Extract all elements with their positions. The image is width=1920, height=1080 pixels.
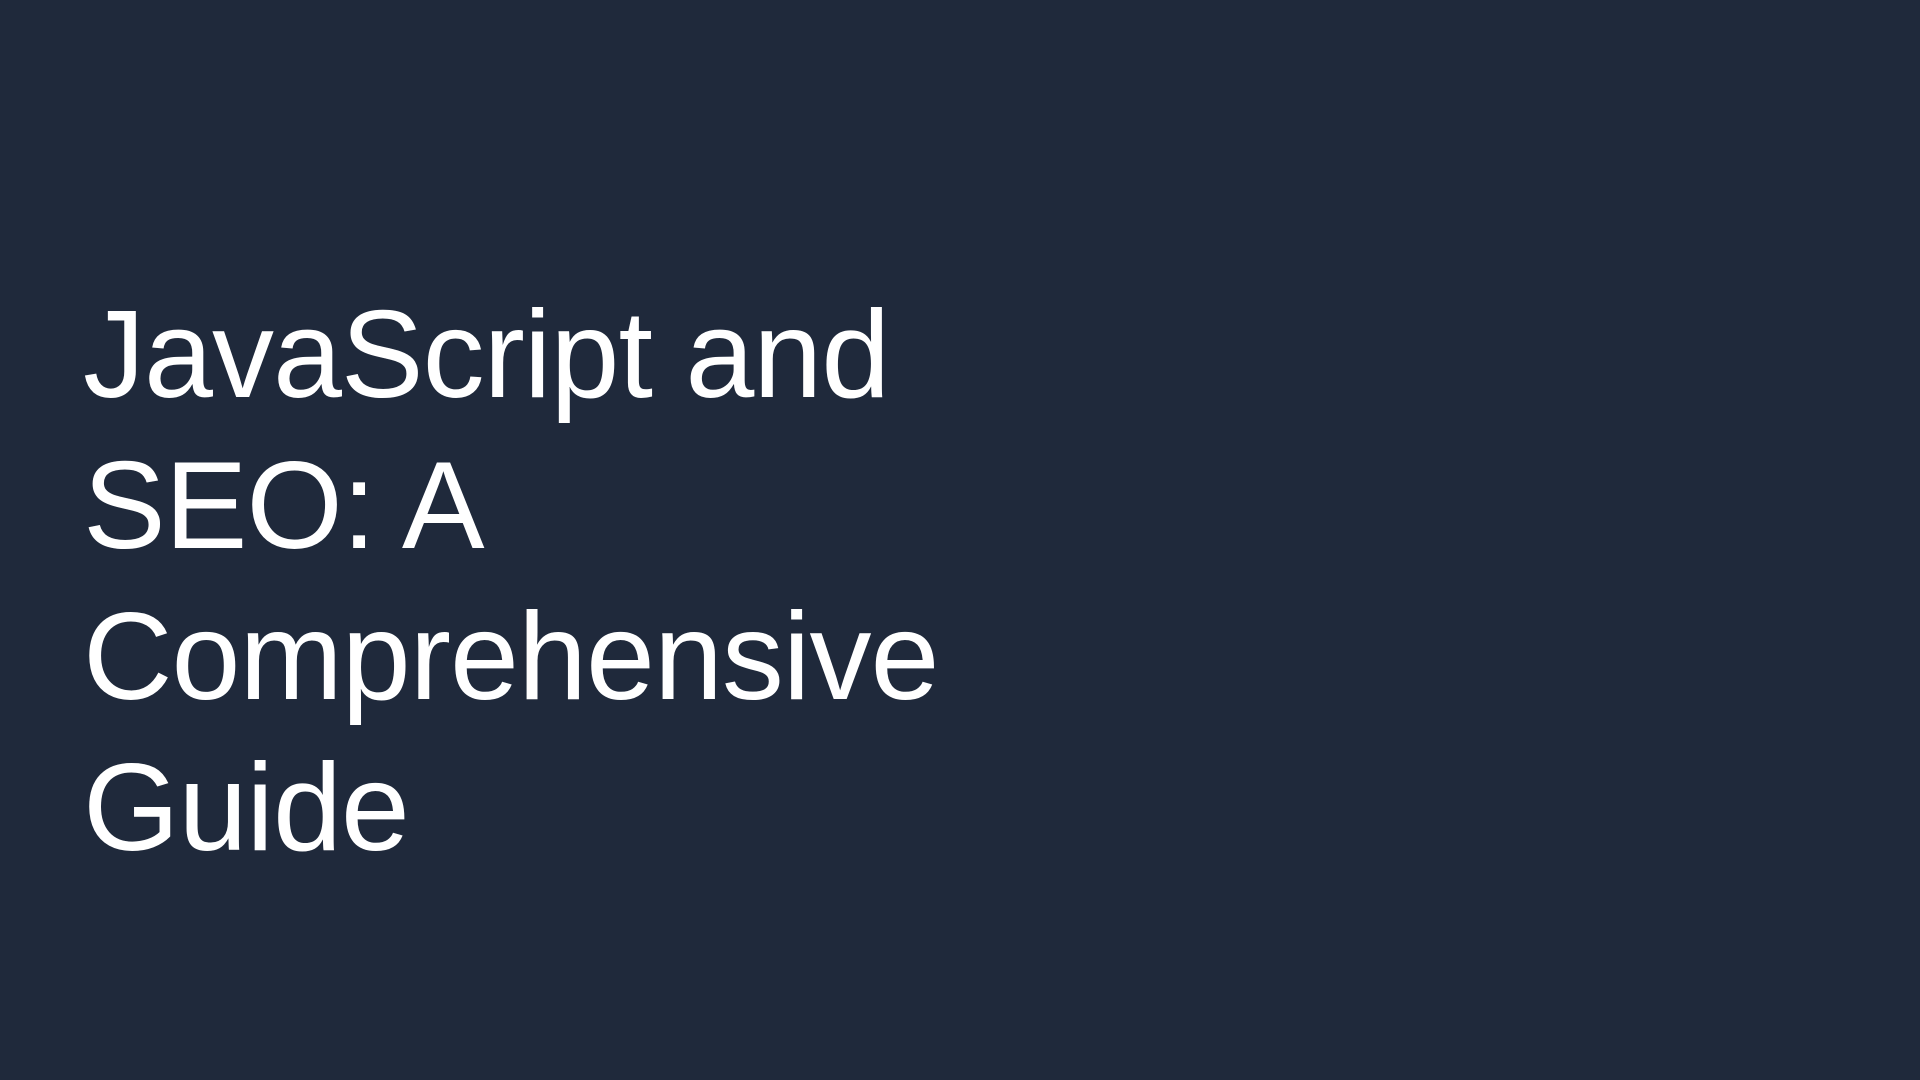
slide-title xyxy=(83,280,1183,884)
title-line-3: Comprehensive xyxy=(83,588,939,726)
title-line-2: SEO: A xyxy=(83,437,484,575)
title-line-1: JavaScript and xyxy=(83,286,890,424)
title-line-4: Guide xyxy=(83,739,409,877)
